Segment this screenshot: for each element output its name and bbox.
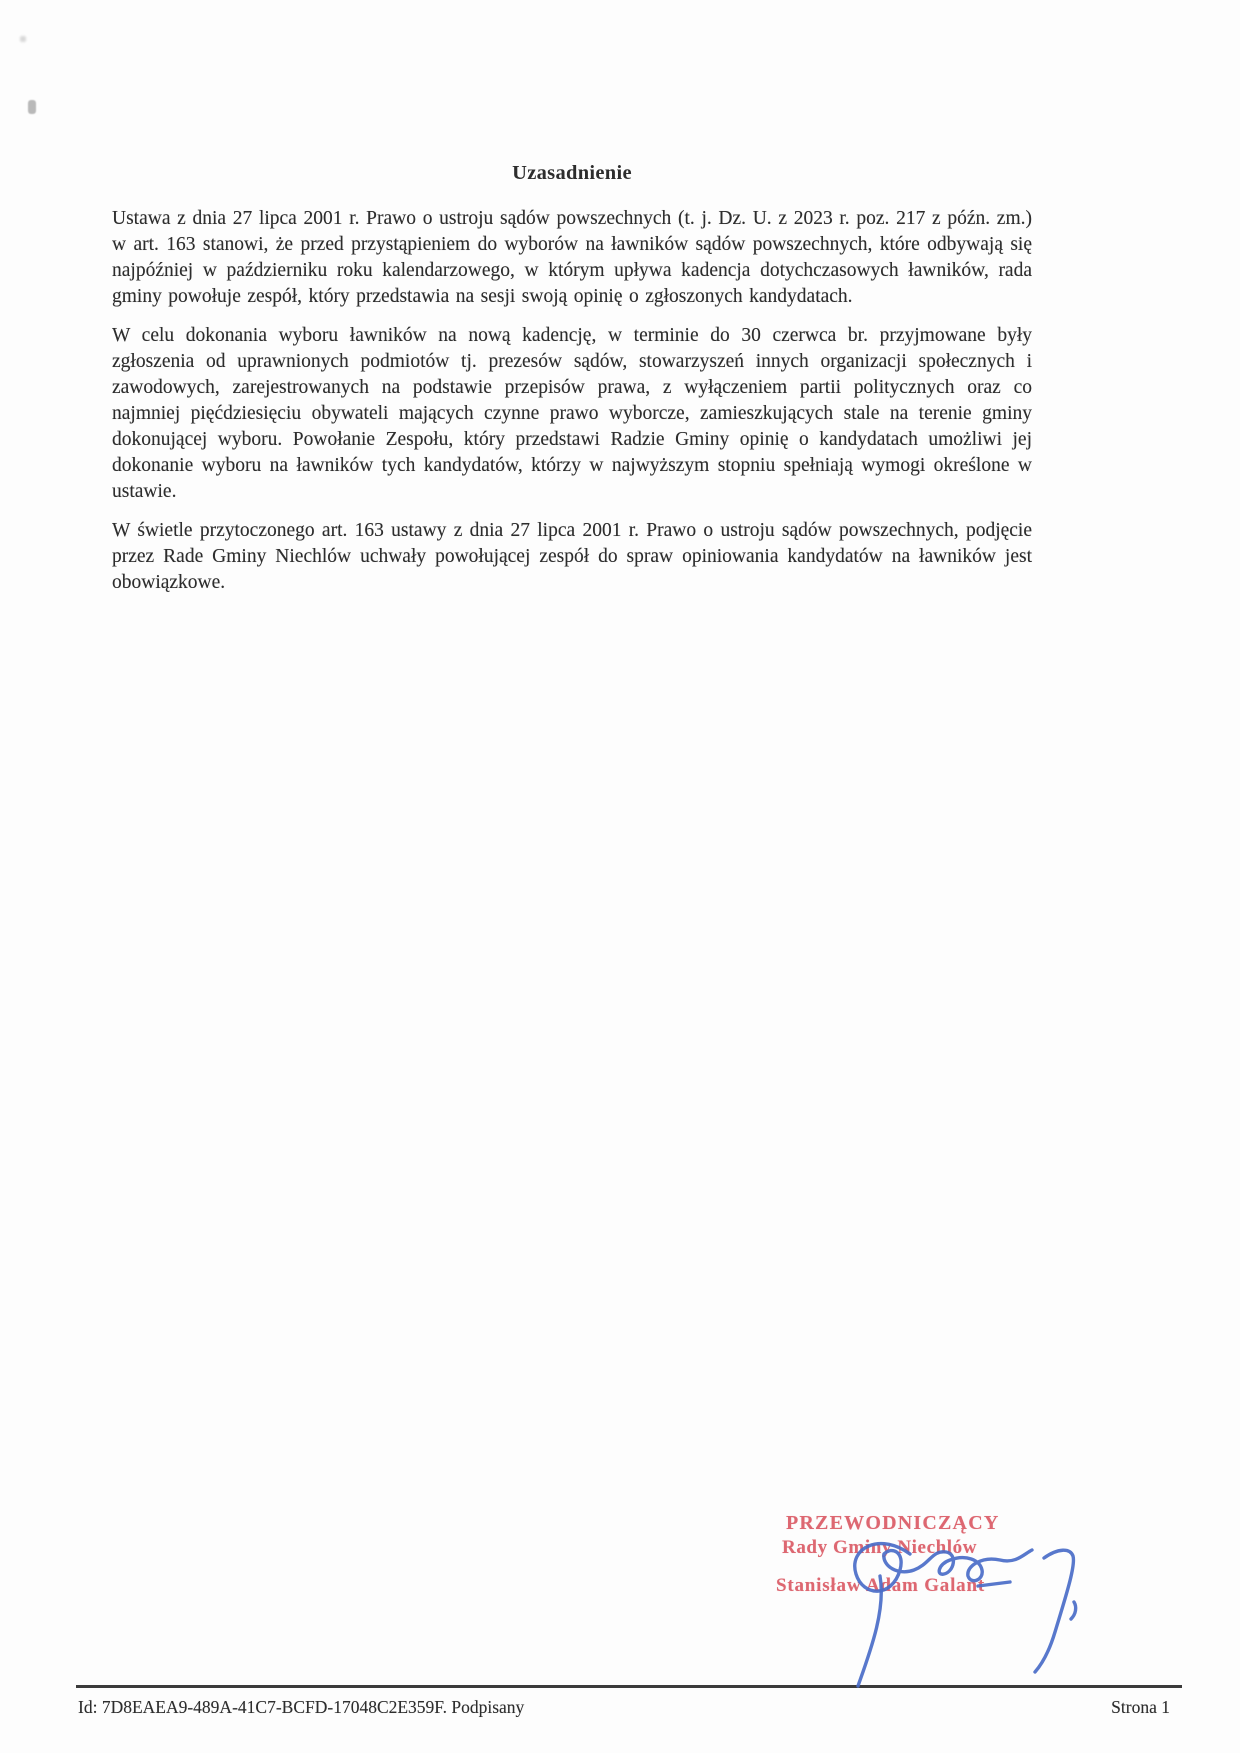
stamp-organization: Rady Gminy Niechlów [782, 1537, 978, 1558]
stamp-role-title: PRZEWODNICZĄCY [786, 1512, 1000, 1534]
document-title: Uzasadnienie [512, 162, 632, 184]
paragraph-legal-basis: Ustawa z dnia 27 lipca 2001 r. Prawo o ustroju sądów powszechnych (t. j. Dz. U. z 2023 r. poz. 217 z późn. zm.) w art. 163 stanowi, że przed przystąpieniem do wyborów na ławników sądów powszechnych, które odbywają się najpóźniej w październiku roku kalendarzowego, w którym upływa kadencja dotychczasowych ławników, rada gminy powołuje zespół, który przedstawia na sesji swoją opinię o zgłoszonych kandydatach. [112, 208, 1032, 307]
handwritten-signature [752, 1540, 1092, 1695]
paragraph-selection-process: W celu dokonania wyboru ławników na nową kadencję, w terminie do 30 czerwca br. przyjmowane były zgłoszenia od uprawnionych podmiotów tj. prezesów sądów, stowarzyszeń innych organizacji społecznych i zawodowych, zarejestrowanych na podstawie przepisów prawa, z wyłączeniem partii politycznych oraz co najmniej pięćdziesięciu obywateli mających czynne prawo wyborcze, zamieszkujących stale na terenie gminy dokonującej wyboru. Powołanie Zespołu, który przedstawi Radzie Gminy opinię o kandydatach umożliwi jej dokonanie wyboru na ławników tych kandydatów, którzy w najwyższym stopniu spełniają wymogi określone w ustawie. [112, 325, 1032, 502]
signature-icon [752, 1540, 1092, 1695]
page-footer [78, 1697, 1170, 1718]
paragraph-conclusion: W świetle przytoczonego art. 163 ustawy z dnia 27 lipca 2001 r. Prawo o ustroju sądów powszechnych, podjęcie przez Rade Gminy Niechlów uchwały powołującej zespół do spraw opiniowania kandydatów na ławników jest obowiązkowe. [112, 520, 1032, 593]
document-id: Id: 7D8EAEA9-489A-41C7-BCFD-17048C2E359F. Podpisany [78, 1697, 525, 1717]
scan-speck [28, 100, 36, 114]
scan-speck [20, 36, 26, 42]
document-body [112, 160, 1032, 609]
page-number: Strona 1 [1111, 1697, 1170, 1717]
stamp-signer-name: Stanisław Adam Galant [776, 1575, 985, 1596]
